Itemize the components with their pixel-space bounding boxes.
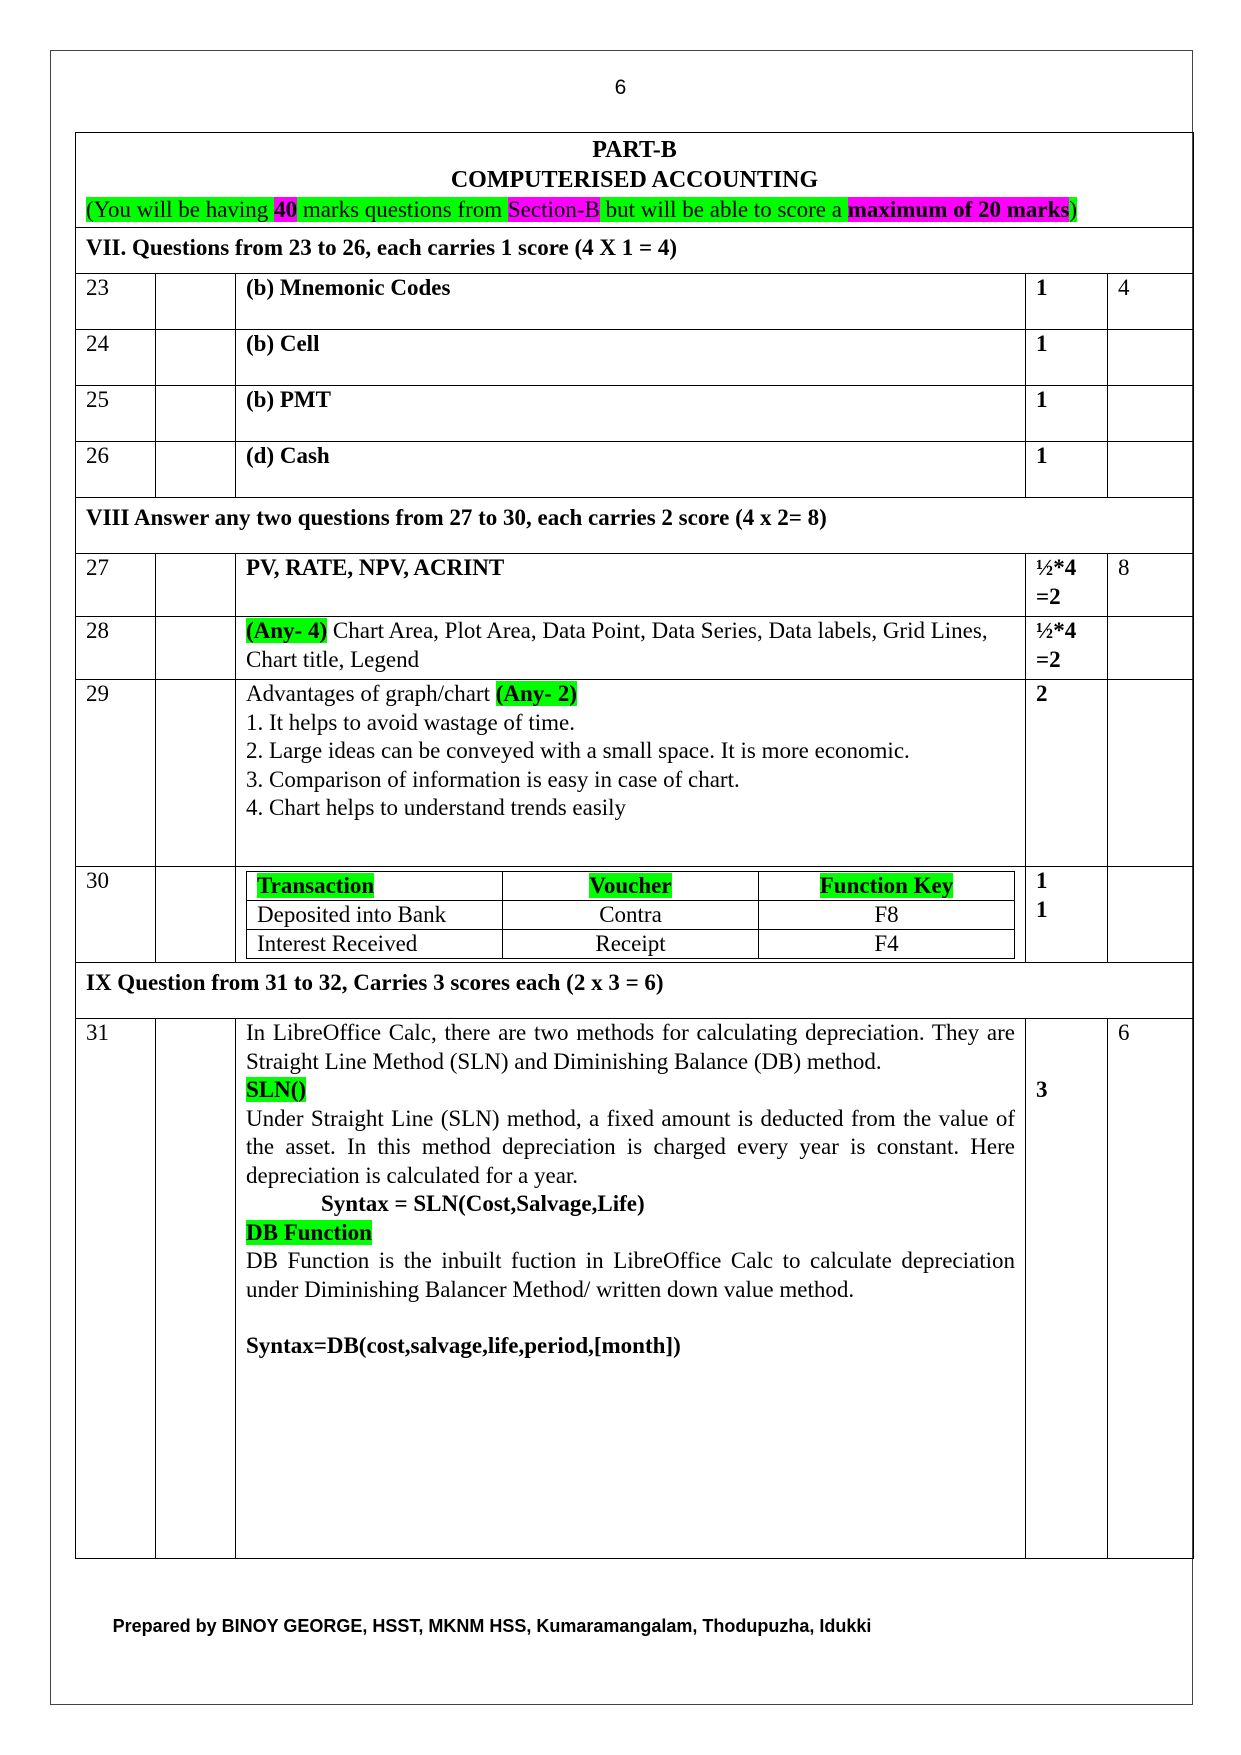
question-number: 31 — [76, 1019, 156, 1559]
question-number: 28 — [76, 617, 156, 680]
table-row — [247, 901, 1015, 930]
question-number: 26 — [76, 442, 156, 498]
question-row — [76, 867, 1194, 963]
answer-text: (b) Mnemonic Codes — [236, 274, 1026, 330]
part-title: COMPUTERISED ACCOUNTING — [450, 167, 819, 193]
answer-cell — [236, 867, 1026, 963]
page-number: 6 — [614, 76, 627, 99]
question-mark: ½*4 =2 — [1026, 617, 1108, 680]
list-item: 3. Comparison of information is easy in case of chart. — [246, 766, 740, 792]
question-number: 29 — [76, 680, 156, 867]
section-total: 8 — [1108, 554, 1194, 617]
column-header: Transaction — [247, 872, 503, 901]
table-cell: Deposited into Bank — [247, 901, 503, 930]
question-mark: 2 — [1026, 680, 1108, 867]
question-number: 27 — [76, 554, 156, 617]
question-row — [76, 1019, 1194, 1559]
question-row — [76, 554, 1194, 617]
question-row — [76, 386, 1194, 442]
section-ix-title: IX Question from 31 to 32, Carries 3 scores each (2 x 3 = 6) — [76, 963, 1194, 1019]
question-row — [76, 442, 1194, 498]
answer-text: (Any- 4) Chart Area, Plot Area, Data Point, Data Series, Data labels, Grid Lines, Chart title, Legend — [236, 617, 1026, 680]
column-header: Function Key — [759, 872, 1015, 901]
answer-text: (b) PMT — [236, 386, 1026, 442]
answer-text: PV, RATE, NPV, ACRINT — [236, 554, 1026, 617]
table-row — [247, 930, 1015, 959]
table-cell: Interest Received — [247, 930, 503, 959]
list-item: 2. Large ideas can be conveyed with a small space. It is more economic. — [246, 738, 910, 763]
part-label: PART-B — [592, 137, 677, 163]
question-number: 30 — [76, 867, 156, 963]
column-header: Voucher — [503, 872, 759, 901]
section-viii-title: VIII Answer any two questions from 27 to 30, each carries 2 score (4 x 2= 8) — [76, 498, 1194, 554]
footer-credit: Prepared by BINOY GEORGE, HSST, MKNM HSS, Kumaramangalam, Thodupuzha, Idukki — [112, 1616, 872, 1636]
question-mark: ½*4 =2 — [1026, 554, 1108, 617]
section-vii-title: VII. Questions from 23 to 26, each carries 1 score (4 X 1 = 4) — [76, 228, 1194, 274]
part-header-row — [76, 133, 1194, 228]
question-number: 25 — [76, 386, 156, 442]
answer-text: (b) Cell — [236, 330, 1026, 386]
section-total: 6 — [1108, 1019, 1194, 1559]
table-cell: F8 — [759, 901, 1015, 930]
voucher-table — [246, 871, 1015, 959]
question-mark: 1 — [1026, 274, 1108, 330]
answer-key-table — [75, 132, 1194, 1559]
question-row — [76, 617, 1194, 680]
section-header-row — [76, 498, 1194, 554]
part-header — [76, 133, 1194, 228]
table-cell: F4 — [759, 930, 1015, 959]
list-item: 1. It helps to avoid wastage of time. — [246, 709, 575, 735]
list-item: 4. Chart helps to understand trends easily — [246, 795, 627, 820]
answer-text: In LibreOffice Calc, there are two methods for calculating depreciation. They are Straight Line Method (SLN) and Diminishing Balance (DB) method. SLN() Under Straight Line (SLN) method, a fixed amount is deducted from the value of the asset. In this method depreciation is charged every year is constant. Here depreciation is calculated for a year. Syntax = SLN(Cost,Salvage,Life) DB Function DB Function is the inbuilt fuction in LibreOffice Calc to calculate depreciation under Diminishing Balancer Method/ written down value method. Syntax=DB(cost,salvage,life,period,[month]) — [236, 1019, 1026, 1559]
question-mark: 1 1 — [1026, 867, 1108, 963]
marks-note: (You will be having 40 marks questions from Section-B but will be able to score a maximum of 20 marks) — [86, 197, 1078, 222]
section-header-row — [76, 963, 1194, 1019]
question-row — [76, 680, 1194, 867]
question-mark: 1 — [1026, 330, 1108, 386]
question-mark: 3 — [1026, 1019, 1108, 1559]
voucher-table-header — [247, 872, 1015, 901]
table-cell: Contra — [503, 901, 759, 930]
question-row — [76, 274, 1194, 330]
section-header-row — [76, 228, 1194, 274]
question-mark: 1 — [1026, 386, 1108, 442]
question-number: 23 — [76, 274, 156, 330]
answer-text: Advantages of graph/chart (Any- 2) 1. It helps to avoid wastage of time. 2. Large ideas can be conveyed with a small space. It is more economic. 3. Comparison of information is easy in case of chart. 4. Chart helps to understand trends easily — [236, 680, 1026, 867]
question-row — [76, 330, 1194, 386]
question-number: 24 — [76, 330, 156, 386]
question-mark: 1 — [1026, 442, 1108, 498]
table-cell: Receipt — [503, 930, 759, 959]
answer-text: (d) Cash — [236, 442, 1026, 498]
section-total: 4 — [1108, 274, 1194, 330]
